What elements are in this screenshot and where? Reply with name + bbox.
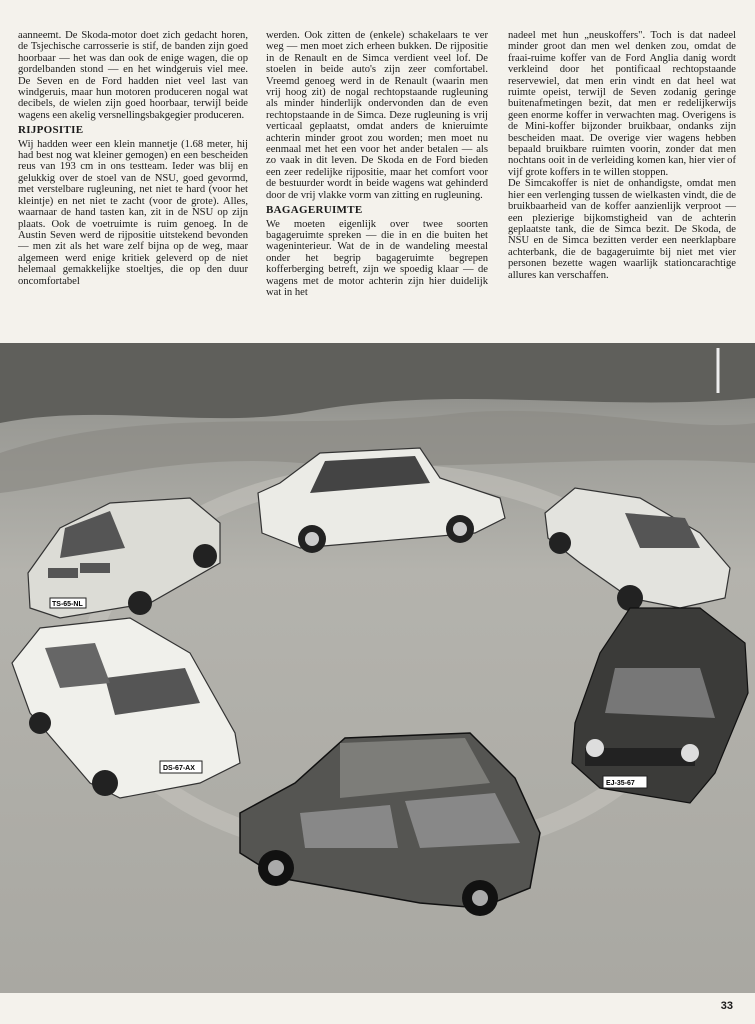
cars-photo <box>0 343 755 993</box>
license-plate: TS-65-NL <box>52 601 83 608</box>
page-number: 33 <box>720 1000 733 1012</box>
paragraph: nadeel met hun „neuskoffers". Toch is dat nadeel minder groot dan men wel denken zou, omdat de fraai-ruime koffer van de Ford Anglia danig wordt verkleind door het pontificaal rechtopstaande reservewiel, dat men erin vindt en dat heel wat ruimte opeist, terwijl de Seven zodanig geringe buitenafmetingen bezit, dat men er redelijkerwijs geen enorme koffer in verwachten mag. Overigens is de Mini-koffer bijzonder bruikbaar, ondanks zijn bescheiden maat. De overige vier wagens hebben bepaald bruikbare ruimten voorin, zonder dat men nochtans ooit in de verleiding komen kan, hier vier of vijf grote koffers in te willen stoppen. <box>508 30 736 178</box>
text-column-2 <box>266 30 488 298</box>
paragraph: De Simcakoffer is niet de onhandigste, omdat men hier een verlenging tussen de wielkasten vindt, die de bruikbaarheid van de koffer aanzienlijk verproot — een plezierige bijkomstigheid van de achterin geplaatste tank, die de Simca bezit. De Skoda, de NSU en de Simca bezitten verder een neerklapbare achterbank, die de bagageruimte bij niet met vier personen bezette wagen waarlijk stationcarachtige allures kan verschaffen. <box>508 178 736 281</box>
license-plate: DS-67-AX <box>163 765 195 772</box>
text-column-1 <box>18 30 248 287</box>
paragraph: We moeten eigenlijk over twee soorten bagageruimte spreken — die in en die buiten het wageninterieur. Wat de in de wandeling meestal onder het begrip bagageruimte begrepen kofferberging betreft, zijn we spoedig klaar — de wagens met de motor achterin zijn hier duidelijk wat in het <box>266 218 488 298</box>
text-column-3 <box>508 30 736 281</box>
section-heading-bagageruimte: BAGAGERUIMTE <box>266 204 363 217</box>
license-plate: EJ-35-67 <box>606 780 635 787</box>
paragraph: aanneemt. De Skoda-motor doet zich gedacht horen, de Tsjechische carrosserie is stif, de banden zijn goed hoorbaar — het was dan ook de enige wagen, die op gordelbanden stond — en het windgeruis viel mee. De Seven en de Ford hadden niet veel last van windgeruis, maar hun motoren produceren nogal wat decibels, de wielen zijn goed hoorbaar, terwijl beide wagens een akelig versnellingsbakgegier produceren. <box>18 30 248 121</box>
section-heading-rijpositie: RIJPOSITIE <box>18 124 84 137</box>
paragraph: werden. Ook zitten de (enkele) schakelaars te ver weg — men moet zich erheen bukken. De rijpositie in de Renault en de Simca verdient veel lof. De stoelen in beide auto's zijn zeer comfortabel. Vreemd genoeg werd in de Renault (waarin men vrij hoog zit) de nogal rechtopstaande rugleuning als minder hinderlijk ondervonden dan de even rechtopstaande in de Simca. Deze rugleuning is vrij verticaal geplaatst, omdat anders de knieruimte achterin minder groot zou worden; men moet nu eenmaal met het een voor het ander betalen — als zo vaak in dit leven. De Skoda en de Ford bieden een zeer redelijke rijpositie, maar het comfort voor de bestuurder wordt in beide wagens wat gehinderd door de vrij vlakke vorm van zitting en rugleuning. <box>266 30 488 201</box>
paragraph: Wij hadden weer een klein mannetje (1.68 meter, hij had best nog wat kleiner gemogen) en een bescheiden reus van 193 cm in ons testteam. Ieder was blij en gelukkig over de stoel van de NSU, goed gevormd, met verstelbare rugleuning, net niet te hard (voor het kleintje) en net niet te zacht (voor de grote). Alles, waarnaar de hand tasten kan, zit in de NSU op zijn plaats. Ook de voetruimte is ruim genoeg. In de Austin Seven werd de rijpositie uitstekend bevonden — men zit als het ware zelf bijna op de weg, maar algemeen werd enige kritiek geleverd op de niet helemaal gemakkelijke stoeltjes, die op den duur oncomfortabel <box>18 138 248 287</box>
